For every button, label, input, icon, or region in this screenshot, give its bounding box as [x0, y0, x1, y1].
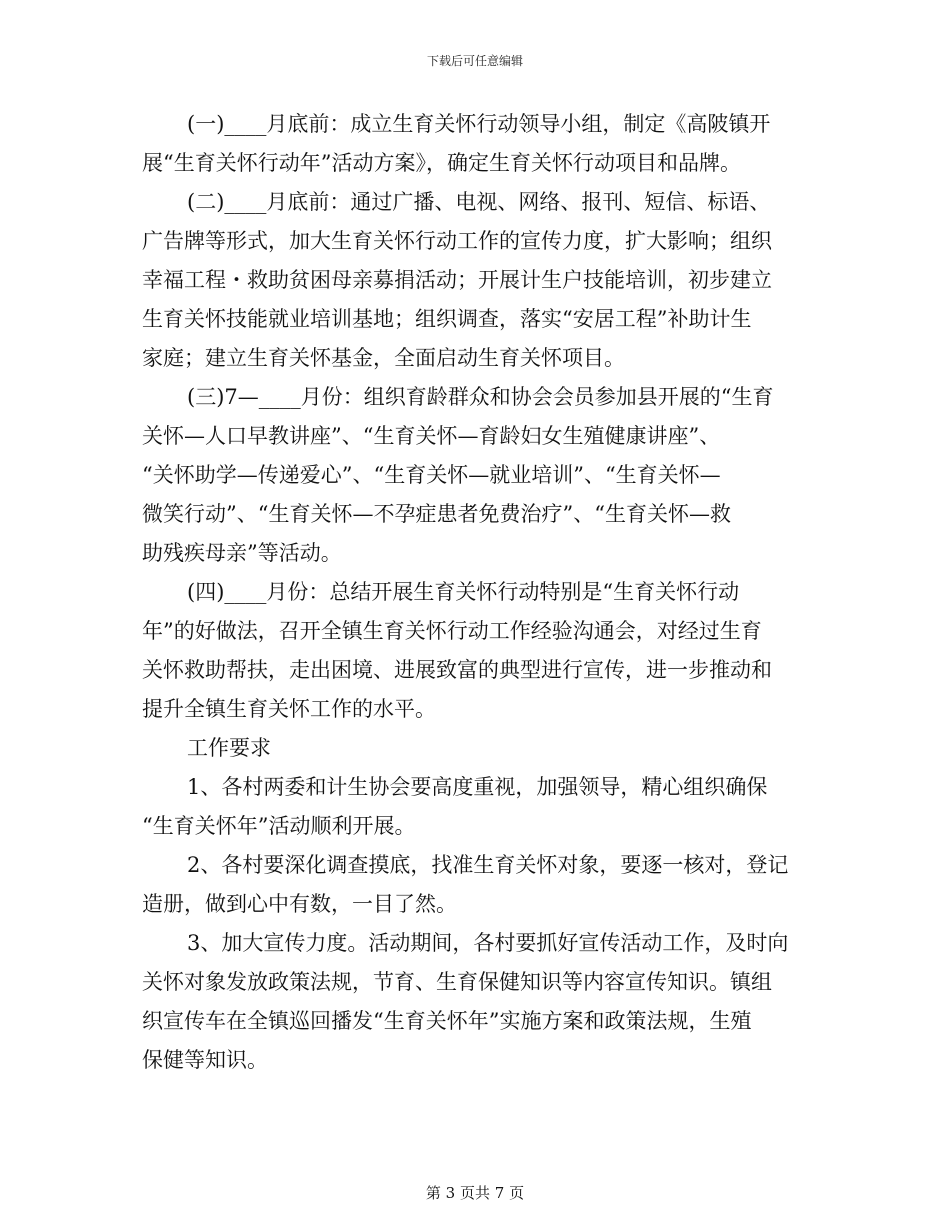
- paragraph-line: 3、加大宣传力度。活动期间，各村要抓好宣传活动工作，及时向: [187, 931, 789, 955]
- paragraph-line: (三)7—____月份：组织育龄群众和协会会员参加县开展的“生育: [187, 385, 774, 409]
- paragraph-line: 家庭；建立生育关怀基金，全面启动生育关怀项目。: [142, 346, 625, 370]
- paragraph-line: 年”的好做法，召开全镇生育关怀行动工作经验沟通会，对经过生育: [142, 619, 762, 643]
- paragraph-line: 关怀—人口早教讲座”、“生育关怀—育龄妇女生殖健康讲座”、: [142, 424, 721, 448]
- paragraph-line: (二)____月底前：通过广播、电视、网络、报刊、短信、标语、: [187, 190, 771, 214]
- paragraph-line: “关怀助学—传递爱心”、“生育关怀—就业培训”、“生育关怀—: [142, 463, 721, 487]
- paragraph-line: 织宣传车在全镇巡回播发“生育关怀年”实施方案和政策法规，生殖: [142, 1009, 752, 1033]
- paragraph-line: “生育关怀年”活动顺利开展。: [142, 814, 416, 838]
- page-header: 下载后可任意编辑: [426, 54, 523, 68]
- paragraph-line: 关怀救助帮扶，走出困境、进展致富的典型进行宣传，进一步推动和: [142, 658, 772, 682]
- document-body: [142, 105, 808, 1080]
- paragraph-line: 1、各村两委和计生协会要高度重视，加强领导，精心组织确保: [187, 775, 768, 799]
- paragraph-line: 展“生育关怀行动年”活动方案》，确定生育关怀行动项目和品牌。: [142, 151, 741, 175]
- paragraph-line: (一)____月底前：成立生育关怀行动领导小组，制定《高陂镇开: [187, 112, 771, 136]
- paragraph-line: (四)____月份：总结开展生育关怀行动特别是“生育关怀行动: [187, 580, 740, 604]
- section-heading: 工作要求: [187, 736, 271, 760]
- paragraph-line: 广告牌等形式，加大生育关怀行动工作的宣传力度，扩大影响；组织: [142, 229, 772, 253]
- paragraph-line: 保健等知识。: [142, 1048, 268, 1072]
- paragraph-line: 提升全镇生育关怀工作的水平。: [142, 697, 436, 721]
- paragraph-line: 关怀对象发放政策法规，节育、生育保健知识等内容宣传知识。镇组: [142, 970, 772, 994]
- paragraph-line: 造册，做到心中有数，一目了然。: [142, 892, 457, 916]
- paragraph-line: 生育关怀技能就业培训基地；组织调查，落实“安居工程”补助计生: [142, 307, 752, 331]
- paragraph-line: 2、各村要深化调查摸底，找准生育关怀对象，要逐一核对，登记: [187, 853, 789, 877]
- page-footer: 第 3 页共 7 页: [425, 1184, 525, 1202]
- paragraph-line: 助残疾母亲”等活动。: [142, 541, 342, 565]
- paragraph-line: 微笑行动”、“生育关怀—不孕症患者免费治疗”、“生育关怀—救: [142, 502, 731, 526]
- paragraph-line: 幸福工程・救助贫困母亲募捐活动；开展计生户技能培训，初步建立: [142, 268, 772, 292]
